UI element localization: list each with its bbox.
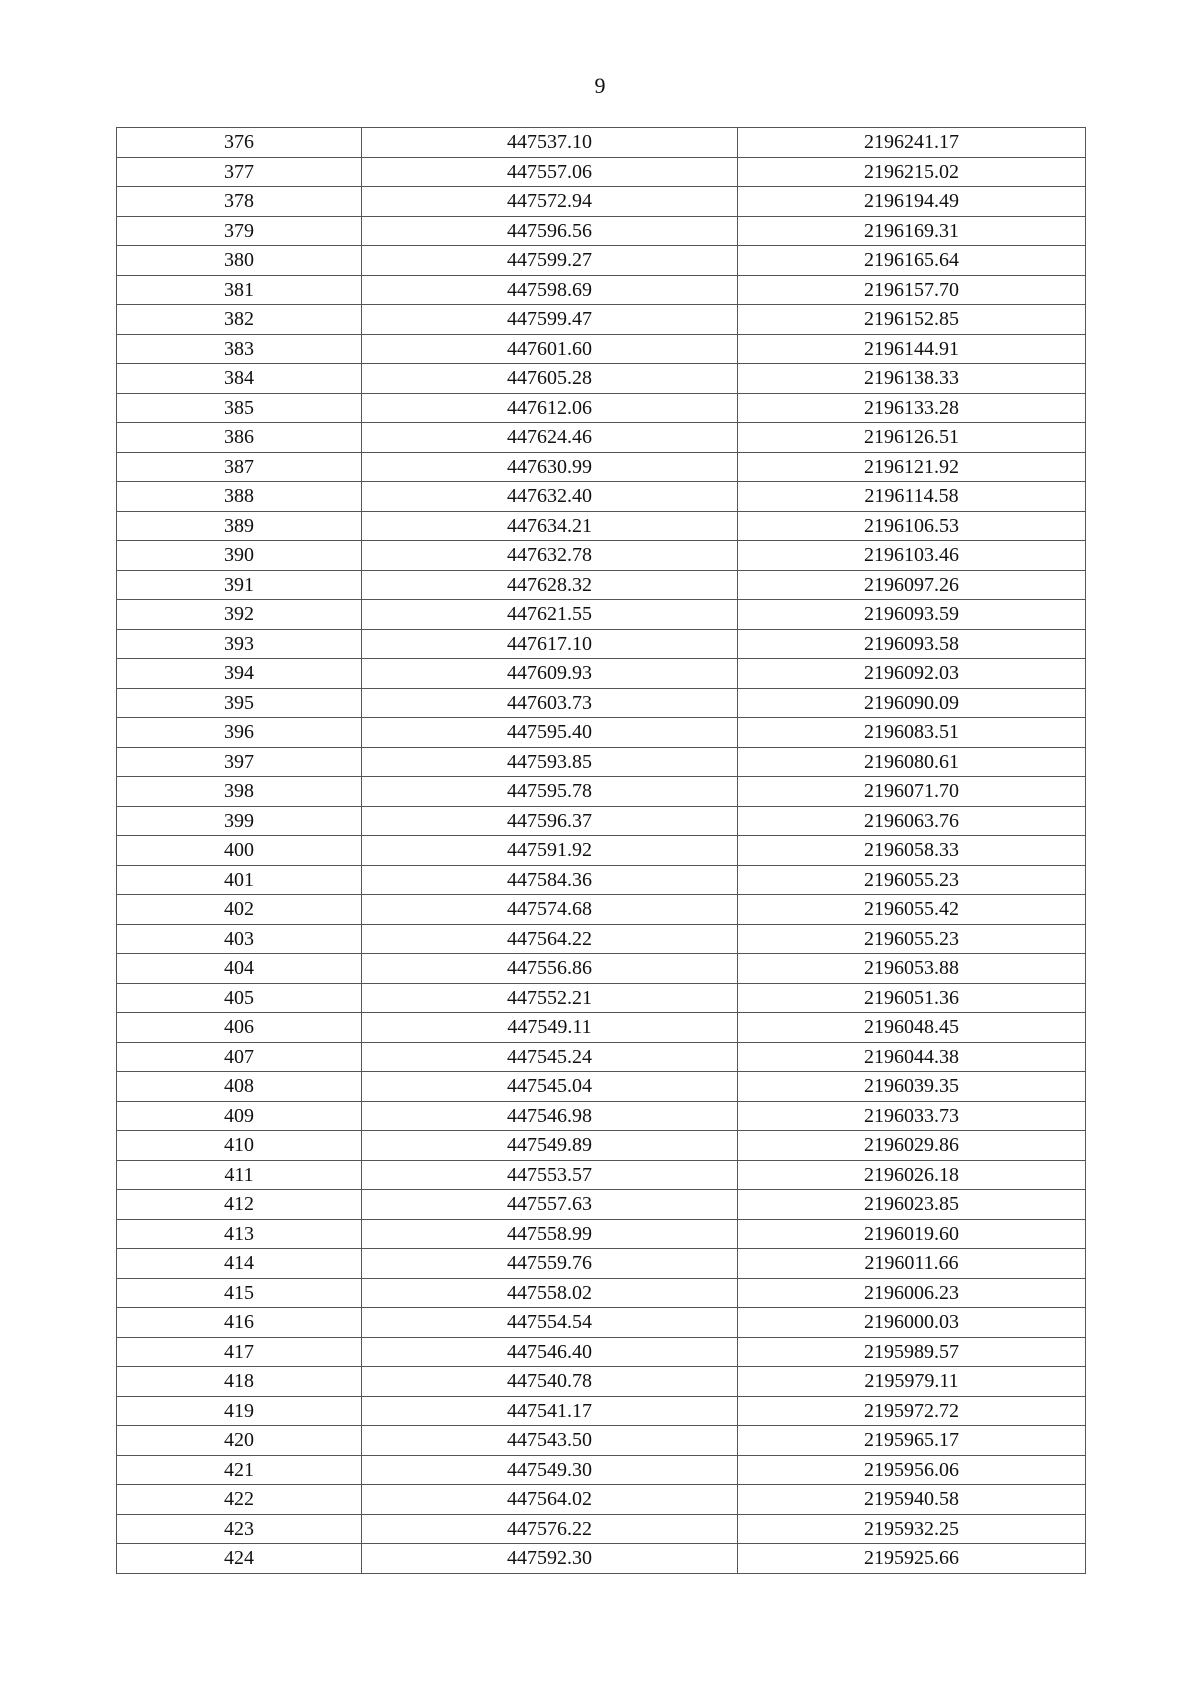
y-coordinate-cell: 2196055.42	[738, 895, 1086, 925]
point-number-cell: 383	[117, 334, 362, 364]
x-coordinate-cell: 447598.69	[362, 275, 738, 305]
y-coordinate-cell: 2195940.58	[738, 1485, 1086, 1515]
point-number-cell: 398	[117, 777, 362, 807]
point-number-cell: 423	[117, 1514, 362, 1544]
table-row	[117, 364, 1086, 394]
point-number-cell: 377	[117, 157, 362, 187]
y-coordinate-cell: 2196103.46	[738, 541, 1086, 571]
point-number-cell: 390	[117, 541, 362, 571]
x-coordinate-cell: 447541.17	[362, 1396, 738, 1426]
point-number-cell: 391	[117, 570, 362, 600]
table-row	[117, 216, 1086, 246]
y-coordinate-cell: 2196093.59	[738, 600, 1086, 630]
point-number-cell: 376	[117, 128, 362, 158]
y-coordinate-cell: 2196051.36	[738, 983, 1086, 1013]
y-coordinate-cell: 2196080.61	[738, 747, 1086, 777]
y-coordinate-cell: 2196106.53	[738, 511, 1086, 541]
x-coordinate-cell: 447572.94	[362, 187, 738, 217]
y-coordinate-cell: 2195925.66	[738, 1544, 1086, 1574]
x-coordinate-cell: 447574.68	[362, 895, 738, 925]
y-coordinate-cell: 2196138.33	[738, 364, 1086, 394]
table-row	[117, 423, 1086, 453]
table-row	[117, 718, 1086, 748]
y-coordinate-cell: 2196165.64	[738, 246, 1086, 276]
table-row	[117, 659, 1086, 689]
table-row	[117, 747, 1086, 777]
point-number-cell: 381	[117, 275, 362, 305]
point-number-cell: 406	[117, 1013, 362, 1043]
point-number-cell: 421	[117, 1455, 362, 1485]
x-coordinate-cell: 447621.55	[362, 600, 738, 630]
y-coordinate-cell: 2196071.70	[738, 777, 1086, 807]
x-coordinate-cell: 447591.92	[362, 836, 738, 866]
table-row	[117, 541, 1086, 571]
table-row	[117, 1101, 1086, 1131]
y-coordinate-cell: 2196000.03	[738, 1308, 1086, 1338]
point-number-cell: 378	[117, 187, 362, 217]
table-row	[117, 865, 1086, 895]
table-row	[117, 777, 1086, 807]
y-coordinate-cell: 2196033.73	[738, 1101, 1086, 1131]
table-row	[117, 1367, 1086, 1397]
point-number-cell: 420	[117, 1426, 362, 1456]
point-number-cell: 419	[117, 1396, 362, 1426]
x-coordinate-cell: 447549.30	[362, 1455, 738, 1485]
x-coordinate-cell: 447603.73	[362, 688, 738, 718]
table-row	[117, 1544, 1086, 1574]
x-coordinate-cell: 447553.57	[362, 1160, 738, 1190]
point-number-cell: 402	[117, 895, 362, 925]
y-coordinate-cell: 2195989.57	[738, 1337, 1086, 1367]
point-number-cell: 388	[117, 482, 362, 512]
y-coordinate-cell: 2196048.45	[738, 1013, 1086, 1043]
y-coordinate-cell: 2196114.58	[738, 482, 1086, 512]
table-row	[117, 1396, 1086, 1426]
table-row	[117, 806, 1086, 836]
y-coordinate-cell: 2196121.92	[738, 452, 1086, 482]
page-number: 9	[594, 73, 606, 98]
y-coordinate-cell: 2196083.51	[738, 718, 1086, 748]
x-coordinate-cell: 447595.78	[362, 777, 738, 807]
y-coordinate-cell: 2196133.28	[738, 393, 1086, 423]
x-coordinate-cell: 447556.86	[362, 954, 738, 984]
y-coordinate-cell: 2196093.58	[738, 629, 1086, 659]
point-number-cell: 386	[117, 423, 362, 453]
table-row	[117, 1131, 1086, 1161]
point-number-cell: 405	[117, 983, 362, 1013]
table-row	[117, 1308, 1086, 1338]
table-row	[117, 924, 1086, 954]
x-coordinate-cell: 447558.99	[362, 1219, 738, 1249]
x-coordinate-cell: 447558.02	[362, 1278, 738, 1308]
y-coordinate-cell: 2196241.17	[738, 128, 1086, 158]
point-number-cell: 414	[117, 1249, 362, 1279]
point-number-cell: 413	[117, 1219, 362, 1249]
x-coordinate-cell: 447609.93	[362, 659, 738, 689]
point-number-cell: 385	[117, 393, 362, 423]
x-coordinate-cell: 447557.06	[362, 157, 738, 187]
table-row	[117, 1219, 1086, 1249]
x-coordinate-cell: 447630.99	[362, 452, 738, 482]
y-coordinate-cell: 2196097.26	[738, 570, 1086, 600]
point-number-cell: 416	[117, 1308, 362, 1338]
y-coordinate-cell: 2196092.03	[738, 659, 1086, 689]
x-coordinate-cell: 447596.37	[362, 806, 738, 836]
x-coordinate-cell: 447593.85	[362, 747, 738, 777]
table-row	[117, 128, 1086, 158]
x-coordinate-cell: 447632.40	[362, 482, 738, 512]
y-coordinate-cell: 2196152.85	[738, 305, 1086, 335]
point-number-cell: 418	[117, 1367, 362, 1397]
table-row	[117, 246, 1086, 276]
x-coordinate-cell: 447549.89	[362, 1131, 738, 1161]
y-coordinate-cell: 2196026.18	[738, 1160, 1086, 1190]
y-coordinate-cell: 2196011.66	[738, 1249, 1086, 1279]
x-coordinate-cell: 447605.28	[362, 364, 738, 394]
table-row	[117, 1455, 1086, 1485]
y-coordinate-cell: 2196055.23	[738, 924, 1086, 954]
table-row	[117, 275, 1086, 305]
x-coordinate-cell: 447554.54	[362, 1308, 738, 1338]
y-coordinate-cell: 2196063.76	[738, 806, 1086, 836]
point-number-cell: 397	[117, 747, 362, 777]
y-coordinate-cell: 2196090.09	[738, 688, 1086, 718]
y-coordinate-cell: 2196055.23	[738, 865, 1086, 895]
x-coordinate-cell: 447549.11	[362, 1013, 738, 1043]
table-row	[117, 1072, 1086, 1102]
x-coordinate-cell: 447599.27	[362, 246, 738, 276]
x-coordinate-cell: 447552.21	[362, 983, 738, 1013]
point-number-cell: 424	[117, 1544, 362, 1574]
x-coordinate-cell: 447576.22	[362, 1514, 738, 1544]
table-row	[117, 482, 1086, 512]
table-row	[117, 1337, 1086, 1367]
y-coordinate-cell: 2196044.38	[738, 1042, 1086, 1072]
point-number-cell: 408	[117, 1072, 362, 1102]
point-number-cell: 392	[117, 600, 362, 630]
x-coordinate-cell: 447559.76	[362, 1249, 738, 1279]
point-number-cell: 411	[117, 1160, 362, 1190]
point-number-cell: 422	[117, 1485, 362, 1515]
coordinates-table-body	[117, 128, 1086, 1574]
point-number-cell: 394	[117, 659, 362, 689]
point-number-cell: 407	[117, 1042, 362, 1072]
x-coordinate-cell: 447596.56	[362, 216, 738, 246]
x-coordinate-cell: 447599.47	[362, 305, 738, 335]
table-row	[117, 187, 1086, 217]
y-coordinate-cell: 2195972.72	[738, 1396, 1086, 1426]
point-number-cell: 393	[117, 629, 362, 659]
y-coordinate-cell: 2196029.86	[738, 1131, 1086, 1161]
table-row	[117, 452, 1086, 482]
y-coordinate-cell: 2196215.02	[738, 157, 1086, 187]
table-row	[117, 954, 1086, 984]
table-row	[117, 1278, 1086, 1308]
x-coordinate-cell: 447557.63	[362, 1190, 738, 1220]
x-coordinate-cell: 447601.60	[362, 334, 738, 364]
table-row	[117, 983, 1086, 1013]
table-row	[117, 305, 1086, 335]
x-coordinate-cell: 447612.06	[362, 393, 738, 423]
y-coordinate-cell: 2196023.85	[738, 1190, 1086, 1220]
y-coordinate-cell: 2196126.51	[738, 423, 1086, 453]
x-coordinate-cell: 447624.46	[362, 423, 738, 453]
point-number-cell: 387	[117, 452, 362, 482]
point-number-cell: 399	[117, 806, 362, 836]
point-number-cell: 396	[117, 718, 362, 748]
table-row	[117, 570, 1086, 600]
table-row	[117, 1514, 1086, 1544]
point-number-cell: 389	[117, 511, 362, 541]
table-row	[117, 1042, 1086, 1072]
table-row	[117, 1013, 1086, 1043]
table-row	[117, 1426, 1086, 1456]
y-coordinate-cell: 2196169.31	[738, 216, 1086, 246]
point-number-cell: 384	[117, 364, 362, 394]
y-coordinate-cell: 2196006.23	[738, 1278, 1086, 1308]
x-coordinate-cell: 447628.32	[362, 570, 738, 600]
x-coordinate-cell: 447546.98	[362, 1101, 738, 1131]
y-coordinate-cell: 2195979.11	[738, 1367, 1086, 1397]
point-number-cell: 404	[117, 954, 362, 984]
x-coordinate-cell: 447545.24	[362, 1042, 738, 1072]
point-number-cell: 382	[117, 305, 362, 335]
table-row	[117, 1160, 1086, 1190]
table-row	[117, 688, 1086, 718]
table-row	[117, 895, 1086, 925]
table-row	[117, 393, 1086, 423]
x-coordinate-cell: 447564.02	[362, 1485, 738, 1515]
x-coordinate-cell: 447537.10	[362, 128, 738, 158]
table-row	[117, 629, 1086, 659]
x-coordinate-cell: 447632.78	[362, 541, 738, 571]
y-coordinate-cell: 2195932.25	[738, 1514, 1086, 1544]
y-coordinate-cell: 2196144.91	[738, 334, 1086, 364]
point-number-cell: 400	[117, 836, 362, 866]
x-coordinate-cell: 447564.22	[362, 924, 738, 954]
point-number-cell: 417	[117, 1337, 362, 1367]
point-number-cell: 409	[117, 1101, 362, 1131]
table-row	[117, 334, 1086, 364]
y-coordinate-cell: 2196194.49	[738, 187, 1086, 217]
table-row	[117, 1485, 1086, 1515]
y-coordinate-cell: 2196157.70	[738, 275, 1086, 305]
x-coordinate-cell: 447543.50	[362, 1426, 738, 1456]
y-coordinate-cell: 2195965.17	[738, 1426, 1086, 1456]
y-coordinate-cell: 2196039.35	[738, 1072, 1086, 1102]
point-number-cell: 415	[117, 1278, 362, 1308]
point-number-cell: 412	[117, 1190, 362, 1220]
point-number-cell: 380	[117, 246, 362, 276]
y-coordinate-cell: 2196019.60	[738, 1219, 1086, 1249]
x-coordinate-cell: 447592.30	[362, 1544, 738, 1574]
x-coordinate-cell: 447546.40	[362, 1337, 738, 1367]
point-number-cell: 403	[117, 924, 362, 954]
x-coordinate-cell: 447584.36	[362, 865, 738, 895]
y-coordinate-cell: 2196058.33	[738, 836, 1086, 866]
x-coordinate-cell: 447634.21	[362, 511, 738, 541]
table-row	[117, 511, 1086, 541]
x-coordinate-cell: 447540.78	[362, 1367, 738, 1397]
table-row	[117, 600, 1086, 630]
x-coordinate-cell: 447617.10	[362, 629, 738, 659]
y-coordinate-cell: 2196053.88	[738, 954, 1086, 984]
point-number-cell: 395	[117, 688, 362, 718]
table-row	[117, 157, 1086, 187]
x-coordinate-cell: 447545.04	[362, 1072, 738, 1102]
table-row	[117, 1249, 1086, 1279]
table-row	[117, 836, 1086, 866]
table-row	[117, 1190, 1086, 1220]
y-coordinate-cell: 2195956.06	[738, 1455, 1086, 1485]
point-number-cell: 410	[117, 1131, 362, 1161]
coordinates-table	[116, 127, 1086, 1574]
point-number-cell: 379	[117, 216, 362, 246]
point-number-cell: 401	[117, 865, 362, 895]
x-coordinate-cell: 447595.40	[362, 718, 738, 748]
